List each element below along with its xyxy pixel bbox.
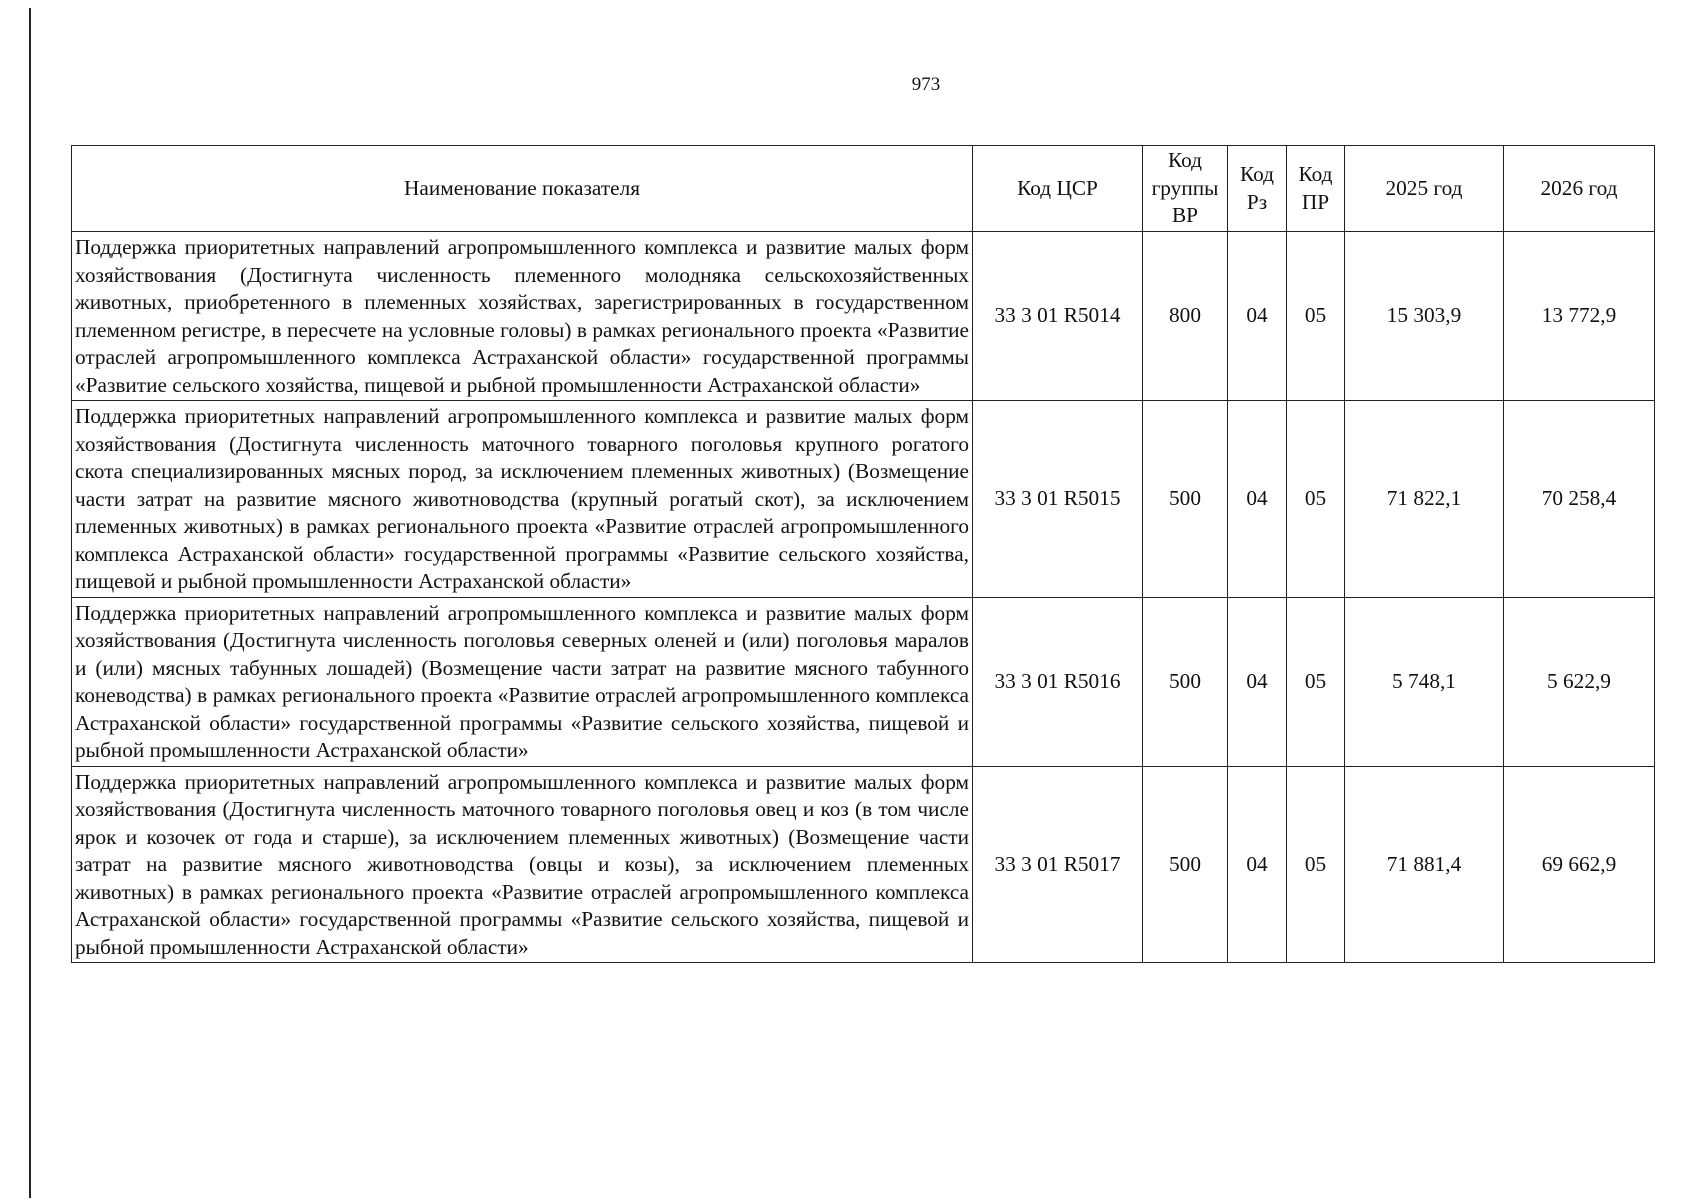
code-rz-cell: 04 xyxy=(1228,232,1287,401)
indicator-name-cell: Поддержка приоритетных направлений агропромышленного комплекса и развитие малых форм хозяйствования (Достигнута численность маточного товарного поголовья овец и коз (в том числе ярок и козочек от года и старше), за исключением племенных животных) (Возмещение части затрат на развитие мясного животноводства (овцы и козы), за исключением племенных животных) в рамках регионального проекта «Развитие отраслей агропромышленного комплекса Астраханской области» государственной программы «Развитие сельского хозяйства, пищевой и рыбной промышленности Астраханской области» xyxy=(72,766,973,963)
header-code-vr xyxy=(1143,146,1228,232)
amount-2026-cell: 69 662,9 xyxy=(1504,766,1655,963)
budget-allocation-table xyxy=(71,145,1655,963)
amount-2026-cell: 70 258,4 xyxy=(1504,401,1655,598)
table-header-row xyxy=(72,146,1655,232)
table-row xyxy=(72,766,1655,963)
indicator-name-cell: Поддержка приоритетных направлений агропромышленного комплекса и развитие малых форм хозяйствования (Достигнута численность племенного молодняка сельскохозяйственных животных, приобретенного в племенных хозяйствах, зарегистрированных в государственном племенном регистре, в пересчете на условные головы) в рамках регионального проекта «Развитие отраслей агропромышленного комплекса Астраханской области» государственной программы «Развитие сельского хозяйства, пищевой и рыбной промышленности Астраханской области» xyxy=(72,232,973,401)
header-code-rz xyxy=(1228,146,1287,232)
amount-2025-cell: 71 881,4 xyxy=(1345,766,1504,963)
header-code-rz-line2: Рз xyxy=(1246,189,1268,214)
page-number: 973 xyxy=(911,74,941,95)
header-code-pr xyxy=(1287,146,1345,232)
code-vr-cell: 800 xyxy=(1143,232,1228,401)
indicator-name-cell: Поддержка приоритетных направлений агропромышленного комплекса и развитие малых форм хозяйствования (Достигнута численность поголовья северных оленей и (или) поголовья маралов и (или) мясных табунных лошадей) (Возмещение части затрат на развитие мясного табунного коневодства) в рамках регионального проекта «Развитие отраслей агропромышленного комплекса Астраханской области» государственной программы «Развитие сельского хозяйства, пищевой и рыбной промышленности Астраханской области» xyxy=(72,597,973,766)
binding-margin-line xyxy=(29,8,31,1198)
amount-2025-cell: 5 748,1 xyxy=(1345,597,1504,766)
code-rz-cell: 04 xyxy=(1228,401,1287,598)
code-vr-cell: 500 xyxy=(1143,401,1228,598)
code-csr-cell: 33 3 01 R5015 xyxy=(973,401,1143,598)
table-row xyxy=(72,232,1655,401)
code-vr-cell: 500 xyxy=(1143,597,1228,766)
table-row xyxy=(72,597,1655,766)
header-code-pr-line2: ПР xyxy=(1301,189,1330,214)
header-indicator-name: Наименование показателя xyxy=(72,146,973,232)
code-csr-cell: 33 3 01 R5014 xyxy=(973,232,1143,401)
header-code-vr-line2: группы xyxy=(1151,175,1219,200)
header-code-vr-line1: Код xyxy=(1167,148,1202,173)
code-pr-cell: 05 xyxy=(1287,597,1345,766)
header-code-pr-line1: Код xyxy=(1298,162,1333,186)
code-pr-cell: 05 xyxy=(1287,401,1345,598)
amount-2025-cell: 15 303,9 xyxy=(1345,232,1504,401)
indicator-name-cell: Поддержка приоритетных направлений агропромышленного комплекса и развитие малых форм хозяйствования (Достигнута численность маточного товарного поголовья крупного рогатого скота специализированных мясных пород, за исключением племенных животных) (Возмещение части затрат на развитие мясного животноводства (крупный рогатый скот), за исключением племенных животных) в рамках регионального проекта «Развитие отраслей агропромышленного комплекса Астраханской области» государственной программы «Развитие сельского хозяйства, пищевой и рыбной промышленности Астраханской области» xyxy=(72,401,973,598)
header-code-csr: Код ЦСР xyxy=(973,146,1143,232)
code-vr-cell: 500 xyxy=(1143,766,1228,963)
amount-2026-cell: 13 772,9 xyxy=(1504,232,1655,401)
header-year-2025: 2025 год xyxy=(1345,146,1504,232)
header-code-vr-line3: ВР xyxy=(1171,203,1199,228)
amount-2025-cell: 71 822,1 xyxy=(1345,401,1504,598)
table-row xyxy=(72,401,1655,598)
code-pr-cell: 05 xyxy=(1287,232,1345,401)
amount-2026-cell: 5 622,9 xyxy=(1504,597,1655,766)
code-pr-cell: 05 xyxy=(1287,766,1345,963)
code-rz-cell: 04 xyxy=(1228,597,1287,766)
code-csr-cell: 33 3 01 R5017 xyxy=(973,766,1143,963)
code-rz-cell: 04 xyxy=(1228,766,1287,963)
header-code-rz-line1: Код xyxy=(1239,162,1274,186)
header-year-2026: 2026 год xyxy=(1504,146,1655,232)
code-csr-cell: 33 3 01 R5016 xyxy=(973,597,1143,766)
